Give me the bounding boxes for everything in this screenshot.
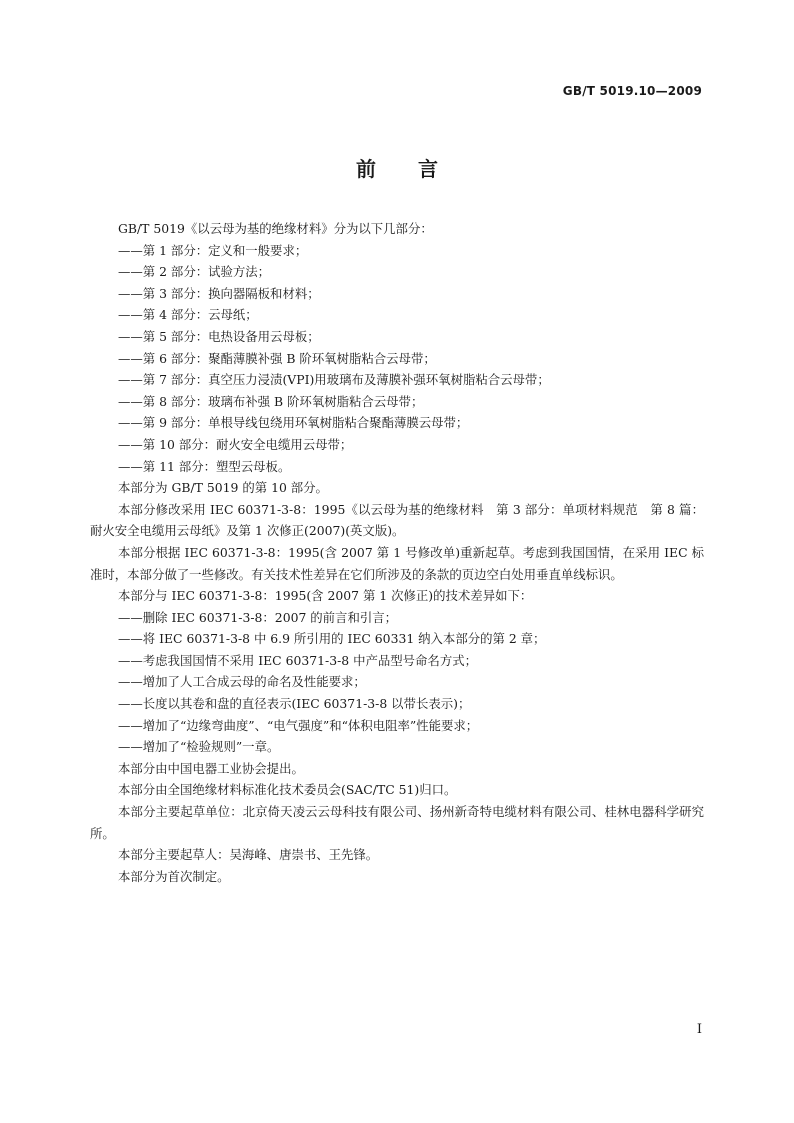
list-item: ——增加了“边缘弯曲度”、“电气强度”和“体积电阻率”性能要求； — [118, 717, 479, 733]
list-item: ——第 6 部分：聚酯薄膜补强 B 阶环氧树脂粘合云母带； — [118, 350, 436, 366]
list-item: ——第 3 部分：换向器隔板和材料； — [118, 285, 320, 301]
list-item: ——第 7 部分：真空压力浸渍(VPI)用玻璃布及薄膜补强环氧树脂粘合云母带； — [118, 372, 550, 388]
adoption-paragraph: 本部分修改采用 IEC 60371-3-8：1995《以云母为基的绝缘材料 第 3 部分：单项材料规范 第 8 篇：耐火安全电缆用云母纸》及第 1 次修正(2007)(英文版)。 — [90, 501, 704, 539]
part-of-paragraph: 本部分为 GB/T 5019 的第 10 部分。 — [118, 480, 328, 496]
page-number: I — [696, 1022, 702, 1037]
list-item: ——第 2 部分：试验方法； — [118, 264, 271, 280]
list-item: ——增加了“检验规则”一章。 — [118, 739, 280, 755]
first-edition-paragraph: 本部分为首次制定。 — [118, 868, 230, 884]
proposed-paragraph: 本部分由中国电器工业协会提出。 — [118, 760, 304, 776]
list-item: ——删除 IEC 60371-3-8：2007 的前言和引言； — [118, 609, 398, 625]
foreword-body — [90, 218, 704, 887]
list-item: ——第 9 部分：单根导线包绕用环氧树脂粘合聚酯薄膜云母带； — [118, 415, 469, 431]
intro-paragraph: GB/T 5019《以云母为基的绝缘材料》分为以下几部分： — [118, 221, 433, 236]
list-item: ——将 IEC 60371-3-8 中 6.9 所引用的 IEC 60331 纳入本部分的第 2 章； — [118, 631, 546, 647]
centralized-paragraph: 本部分由全国绝缘材料标准化技术委员会(SAC/TC 51)归口。 — [118, 782, 457, 798]
list-item: ——第 10 部分：耐火安全电缆用云母带； — [118, 436, 353, 452]
differences-intro-paragraph: 本部分与 IEC 60371-3-8：1995(含 2007 第 1 次修正)的技术差异如下： — [118, 588, 533, 604]
drafters-paragraph: 本部分主要起草人：吴海峰、唐崇书、王先锋。 — [118, 847, 379, 863]
list-item: ——增加了人工合成云母的命名及性能要求； — [118, 674, 366, 690]
list-item: ——长度以其卷和盘的直径表示(IEC 60371-3-8 以带长表示)； — [118, 696, 471, 712]
list-item: ——第 11 部分：塑型云母板。 — [118, 458, 291, 474]
differences-list — [90, 607, 704, 758]
standard-number: GB/T 5019.10—2009 — [562, 84, 702, 98]
drafting-units-paragraph: 本部分主要起草单位：北京倚天凌云云母科技有限公司、扬州新奇特电缆材料有限公司、桂林电器科学研究所。 — [90, 804, 704, 841]
page-title: 前言 — [356, 157, 480, 181]
parts-list — [90, 240, 704, 478]
list-item: ——第 5 部分：电热设备用云母板； — [118, 328, 320, 344]
list-item: ——考虑我国国情不采用 IEC 60371-3-8 中产品型号命名方式； — [118, 652, 477, 668]
redraft-paragraph: 本部分根据 IEC 60371-3-8：1995(含 2007 第 1 号修改单)重新起草。考虑到我国国情，在采用 IEC 标准时，本部分做了一些修改。有关技术性差异在它们所涉及的条款的页边空白处用垂直单线标识。 — [90, 544, 704, 582]
list-item: ——第 1 部分：定义和一般要求； — [118, 242, 308, 258]
list-item: ——第 4 部分：云母纸； — [118, 307, 258, 323]
list-item: ——第 8 部分：玻璃布补强 B 阶环氧树脂粘合云母带； — [118, 393, 424, 409]
